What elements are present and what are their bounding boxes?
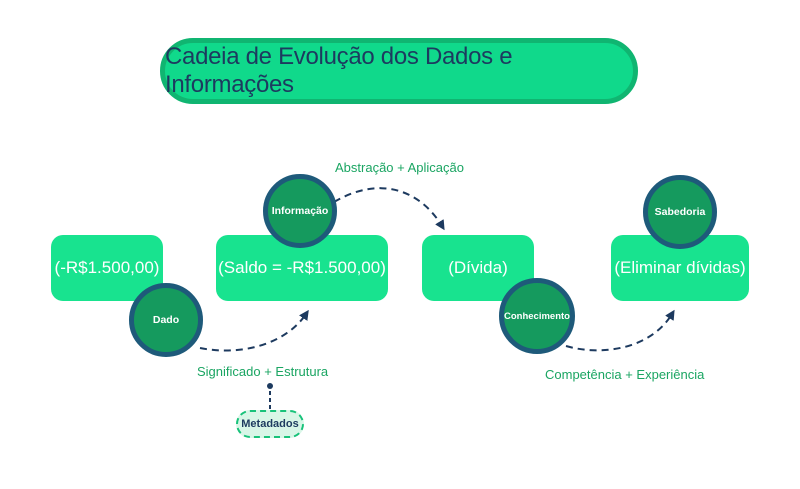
circle-dado: [129, 283, 203, 357]
box-dado-text: (-R$1.500,00): [54, 258, 160, 277]
metadados-tag-label: Metadados: [241, 418, 299, 430]
circle-informacao-label: Informação: [271, 205, 329, 217]
box-conhecimento-text: (Dívida): [448, 258, 508, 277]
circle-informacao: [263, 174, 337, 248]
label-competencia: Competência + Experiência: [545, 367, 705, 382]
circle-conhecimento-label: Conhecimento: [504, 310, 570, 322]
circle-sabedoria: [643, 175, 717, 249]
box-sabedoria-text: (Eliminar dívidas): [614, 258, 746, 277]
label-abstracao: Abstração + Aplicação: [335, 160, 464, 175]
circle-sabedoria-label: Sabedoria: [654, 206, 706, 218]
page-title: Cadeia de Evolução dos Dados e Informações: [165, 43, 513, 98]
arrow-conhecimento-to-sabedoria: [566, 314, 672, 350]
arrow-informacao-to-conhecimento: [334, 188, 442, 226]
metadados-dot: [267, 383, 273, 389]
circle-conhecimento: [499, 278, 575, 354]
metadados-tag: [236, 410, 304, 438]
circle-dado-label: Dado: [152, 314, 180, 326]
label-significado: Significado + Estrutura: [197, 364, 329, 379]
arrow-dado-to-informacao: [200, 314, 306, 351]
box-informacao-text: (Saldo = -R$1.500,00): [218, 258, 386, 277]
